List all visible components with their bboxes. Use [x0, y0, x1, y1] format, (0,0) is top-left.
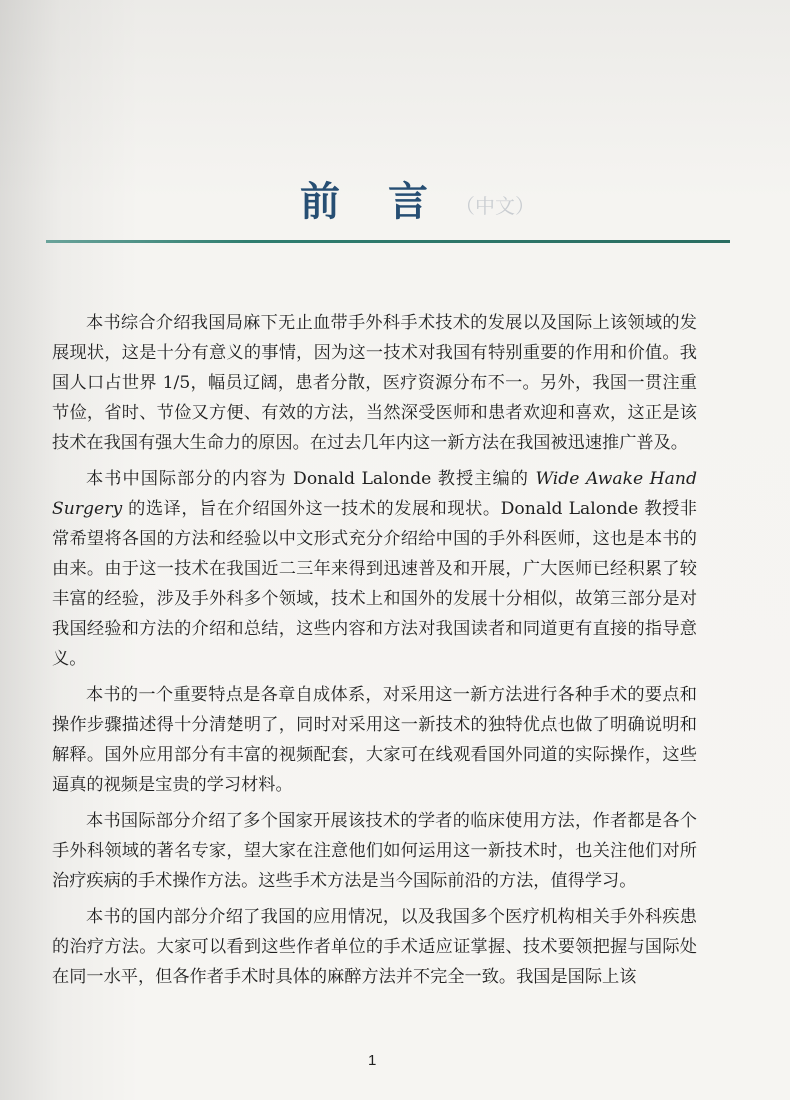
title-char-left: 前: [300, 178, 340, 225]
paragraph-2-part-2: 的选译，旨在介绍国外这一技术的发展和现状。Donald Lalonde 教授非常希望将各国的方法和经验以中文形式充分介绍给中国的手外科医师，这也是本书的由来。由于这一技术在我国近二三年来得到迅速普及和开展，广大医师已经积累了较丰富的经验，涉及手外科多个领域，技术上和国外的发展十分相似，故第三部分是对我国经验和方法的介绍和总结，这些内容和方法对我国读者和同道更有直接的指导意义。: [52, 499, 697, 669]
title-char-right: 言: [388, 178, 428, 225]
page-number: 1: [368, 1052, 377, 1069]
page-title: [300, 170, 428, 227]
body-text: [52, 308, 697, 998]
paragraph-1: 本书综合介绍我国局麻下无止血带手外科手术技术的发展以及国际上该领域的发展现状，这是十分有意义的事情，因为这一技术对我国有特别重要的作用和价值。我国人口占世界 1/5，幅员辽阔，患者分散，医疗资源分布不一。另外，我国一贯注重节俭，省时、节俭又方便、有效的方法，当然深受医师和患者欢迎和喜欢，这正是该技术在我国有强大生命力的原因。在过去几年内这一新方法在我国被迅速推广普及。: [52, 313, 697, 453]
paragraph-3: 本书的一个重要特点是各章自成体系，对采用这一新方法进行各种手术的要点和操作步骤描述得十分清楚明了，同时对采用这一新技术的独特优点也做了明确说明和解释。国外应用部分有丰富的视频配套，大家可在线观看国外同道的实际操作，这些逼真的视频是宝贵的学习材料。: [52, 685, 697, 795]
title-divider: [46, 240, 730, 243]
paragraph-4: 本书国际部分介绍了多个国家开展该技术的学者的临床使用方法，作者都是各个手外科领域的著名专家，望大家在注意他们如何运用这一新技术时，也关注他们对所治疗疾病的手术操作方法。这些手术方法是当今国际前沿的方法，值得学习。: [52, 811, 697, 891]
page-subtitle: （中文）: [455, 194, 535, 218]
paragraph-2: [52, 464, 697, 674]
paragraph-2-part-1: 本书中国际部分的内容为 Donald Lalonde 教授主编的: [86, 469, 536, 489]
book-title: Wide Awake Hand Surgery: [52, 469, 697, 519]
paragraph-5: 本书的国内部分介绍了我国的应用情况，以及我国多个医疗机构相关手外科疾患的治疗方法。大家可以看到这些作者单位的手术适应证掌握、技术要领把握与国际处在同一水平，但各作者手术时具体的麻醉方法并不完全一致。我国是国际上该: [52, 907, 697, 987]
